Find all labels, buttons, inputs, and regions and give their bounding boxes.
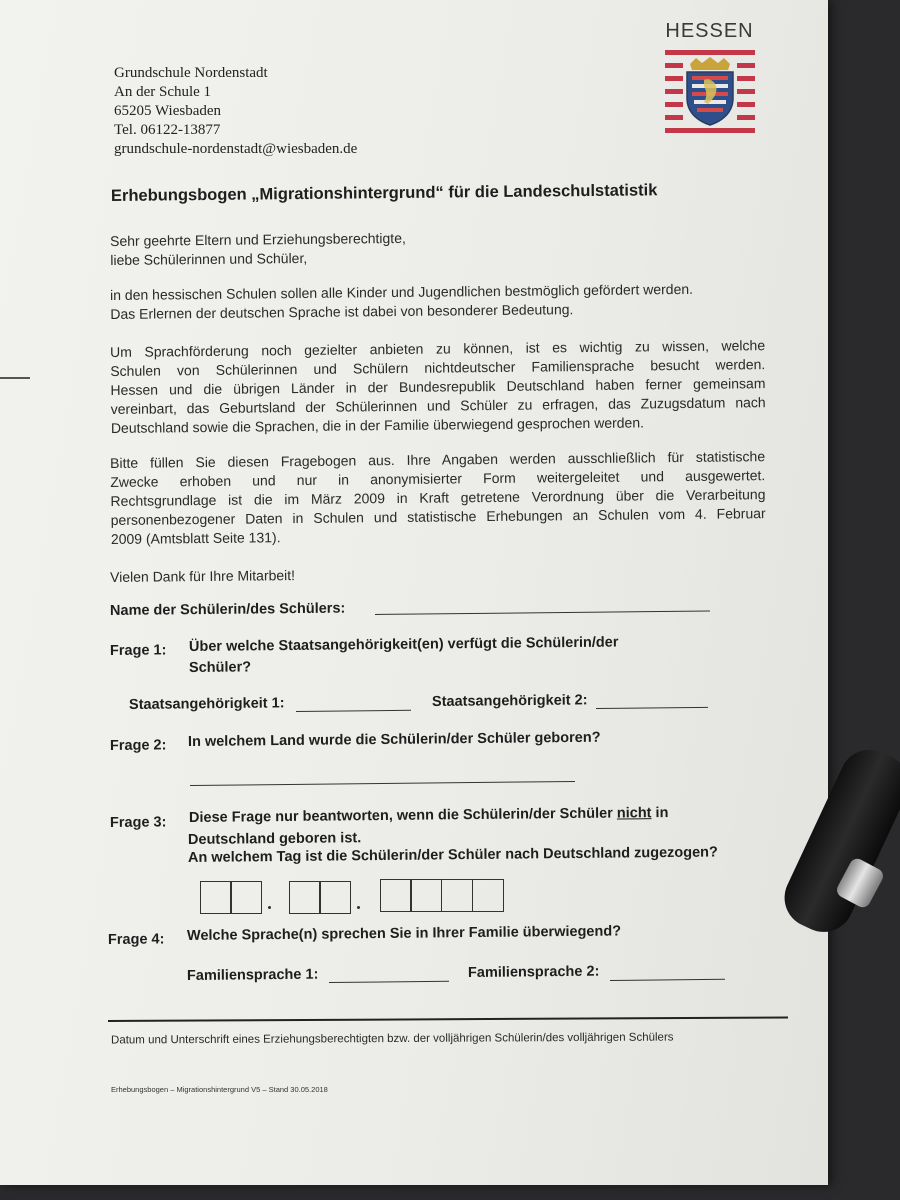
question-4-label: Frage 4: bbox=[107, 931, 165, 948]
nationality-2-field[interactable] bbox=[596, 707, 708, 709]
greeting-line: Sehr geehrte Eltern und Erziehungsberechtigte, bbox=[110, 229, 406, 249]
question-3-emphasis: nicht bbox=[616, 805, 652, 822]
logo-stripe bbox=[737, 102, 755, 107]
text-line: vereinbart, das Geburtsland der Schülerinnen und Schüler zu erfragen, das Zuzugsdatum nach bbox=[110, 394, 766, 417]
question-4-text: Welche Sprache(n) sprechen Sie in Ihrer Familie überwiegend? bbox=[186, 923, 622, 944]
school-city: 65205 Wiesbaden bbox=[114, 103, 222, 119]
school-email: grundschule-nordenstadt@wiesbaden.de bbox=[114, 141, 358, 157]
student-name-label: Name der Schülerin/des Schülers: bbox=[109, 600, 346, 619]
signature-field[interactable] bbox=[108, 1016, 788, 1022]
signature-caption: Datum und Unterschrift eines Erziehungsberechtigten bzw. der volljährigen Schülerin/des volljährigen Schülers bbox=[110, 1031, 674, 1047]
digit-box[interactable] bbox=[230, 881, 262, 914]
question-2-label: Frage 2: bbox=[109, 737, 167, 754]
text-line: personenbezogener Daten in Schulen und statistische Erhebungen an Schulen vom 4. Februar bbox=[110, 505, 766, 528]
digit-box[interactable] bbox=[380, 879, 412, 912]
paragraph-intro bbox=[110, 279, 765, 324]
question-3-text-part: in bbox=[651, 804, 669, 822]
family-language-1-label: Familiensprache 1: bbox=[186, 966, 319, 984]
school-phone: Tel. 06122-13877 bbox=[114, 122, 221, 138]
logo-stripe bbox=[665, 63, 683, 68]
digit-box[interactable] bbox=[289, 881, 321, 914]
question-3-text: Deutschland geboren ist. bbox=[187, 830, 362, 848]
question-1-text: Über welche Staatsangehörigkeit(en) verfügt die Schülerin/der bbox=[188, 634, 619, 655]
greeting-line: liebe Schülerinnen und Schüler, bbox=[110, 249, 308, 268]
logo-stripe bbox=[665, 128, 755, 133]
edge-mark bbox=[0, 377, 30, 379]
logo-stripe bbox=[665, 115, 683, 120]
logo-stripe bbox=[665, 89, 683, 94]
text-line: Bitte füllen Sie diesen Fragebogen aus. Ihre Angaben werden ausschließlich für statistische bbox=[110, 448, 766, 471]
question-3-text: An welchem Tag ist die Schülerin/der Schüler nach Deutschland zugezogen? bbox=[187, 844, 718, 866]
question-3-label: Frage 3: bbox=[109, 814, 167, 831]
sender-address bbox=[114, 64, 357, 159]
family-language-2-field[interactable] bbox=[610, 979, 725, 981]
text-line: 2009 (Amtsblatt Seite 131). bbox=[110, 529, 281, 547]
arrival-day-boxes[interactable] bbox=[201, 881, 262, 914]
digit-box[interactable] bbox=[441, 879, 473, 912]
text-line: Schulen von Schülerinnen und Schülern nichtdeutscher Familiensprache besucht werden. bbox=[110, 356, 766, 379]
footer-version: Erhebungsbogen – Migrationshintergrund V5 – Stand 30.05.2018 bbox=[111, 1085, 328, 1094]
logo-stripe bbox=[737, 89, 755, 94]
coat-of-arms-icon bbox=[682, 56, 738, 126]
text-line: in den hessischen Schulen sollen alle Kinder und Jugendlichen bestmöglich gefördert werden. bbox=[110, 280, 694, 303]
greeting bbox=[110, 225, 765, 270]
question-3-text bbox=[189, 805, 669, 826]
logo-stripe bbox=[737, 76, 755, 81]
digit-box[interactable] bbox=[472, 879, 504, 912]
logo-stripe bbox=[665, 76, 683, 81]
paragraph-legal bbox=[110, 447, 766, 549]
family-language-2-label: Familiensprache 2: bbox=[467, 963, 600, 981]
school-name: Grundschule Nordenstadt bbox=[114, 65, 268, 81]
question-1-text: Schüler? bbox=[188, 659, 252, 676]
paragraph-purpose bbox=[110, 336, 766, 438]
logo-stripe bbox=[737, 63, 755, 68]
student-name-field[interactable] bbox=[375, 610, 710, 615]
thanks-line bbox=[110, 561, 765, 587]
logo-stripe bbox=[665, 102, 683, 107]
question-2-text: In welchem Land wurde die Schülerin/der Schüler geboren? bbox=[187, 729, 601, 750]
school-street: An der Schule 1 bbox=[114, 84, 212, 100]
text-line: Vielen Dank für Ihre Mitarbeit! bbox=[110, 567, 296, 585]
logo-stripe bbox=[737, 115, 755, 120]
arrival-year-boxes[interactable] bbox=[381, 879, 504, 912]
text-line: Zwecke erhoben und nur in anonymisierter Form weitergeleitet und ausgewertet. bbox=[110, 467, 766, 490]
nationality-1-field[interactable] bbox=[296, 710, 411, 712]
text-line: Das Erlernen der deutschen Sprache ist dabei von besonderer Bedeutung. bbox=[110, 301, 574, 322]
text-line: Rechtsgrundlage ist die im März 2009 in Kraft getretene Verordnung über die Verarbeitung bbox=[110, 486, 766, 509]
birth-country-field[interactable] bbox=[190, 781, 575, 786]
arrival-month-boxes[interactable] bbox=[290, 881, 351, 914]
nationality-2-label: Staatsangehörigkeit 2: bbox=[431, 692, 588, 710]
text-line: Hessen und die übrigen Länder in der Bundesrepublik Deutschland haben ferner gemeinsam bbox=[110, 375, 766, 398]
question-1-label: Frage 1: bbox=[109, 642, 167, 659]
text-line: Um Sprachförderung noch gezielter anbieten zu können, ist es wichtig zu wissen, welche bbox=[110, 337, 766, 360]
date-separator bbox=[357, 906, 360, 909]
digit-box[interactable] bbox=[319, 881, 351, 914]
page-title: Erhebungsbogen „Migrationshintergrund“ für die Landeschulstatistik bbox=[110, 181, 658, 205]
text-line: Deutschland sowie die Sprachen, die in der Familie überwiegend gesprochen werden. bbox=[110, 414, 645, 436]
family-language-1-field[interactable] bbox=[329, 981, 449, 983]
logo-stripe bbox=[665, 50, 755, 55]
logo-text: HESSEN bbox=[665, 20, 754, 42]
question-3-text-part: Diese Frage nur beantworten, wenn die Schülerin/der Schüler bbox=[188, 805, 617, 826]
date-separator bbox=[268, 906, 271, 909]
nationality-1-label: Staatsangehörigkeit 1: bbox=[128, 695, 285, 713]
digit-box[interactable] bbox=[410, 879, 442, 912]
digit-box[interactable] bbox=[200, 881, 232, 914]
hessen-logo bbox=[662, 20, 757, 43]
